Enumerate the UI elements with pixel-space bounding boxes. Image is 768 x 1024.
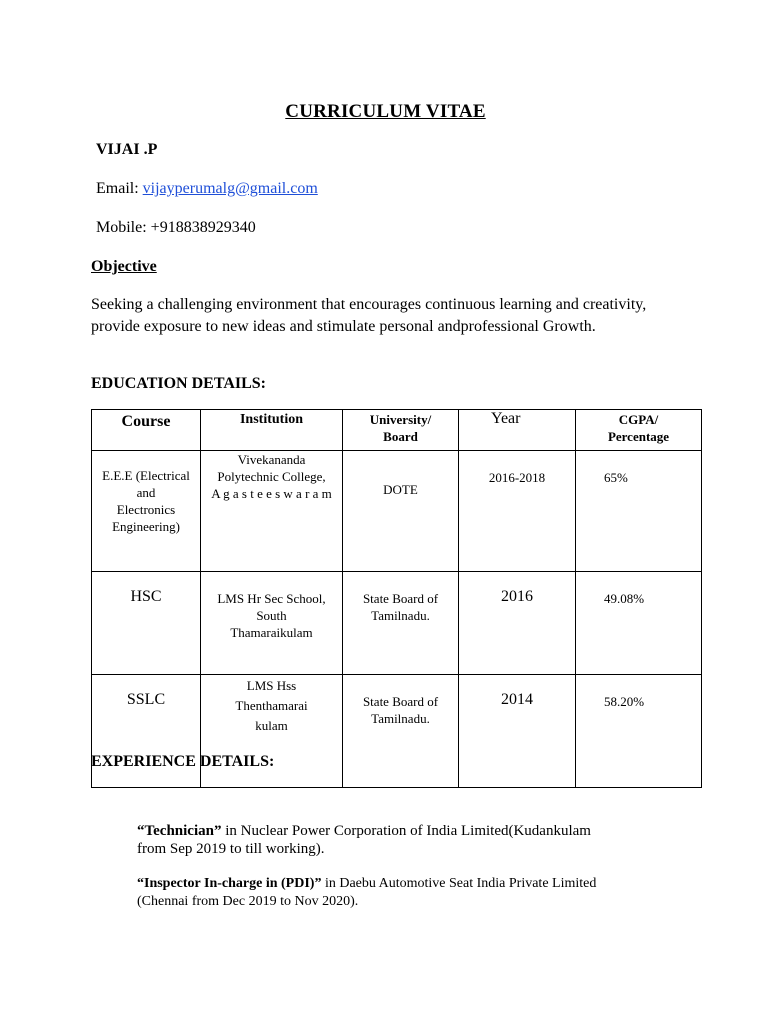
experience-heading: EXPERIENCE DETAILS: — [91, 753, 275, 770]
experience-role: “Technician” — [137, 823, 222, 839]
board-cell: State Board of Tamilnadu. — [343, 675, 459, 788]
board-cell: State Board of Tamilnadu. — [343, 572, 459, 675]
course-cell: HSC — [92, 572, 201, 675]
table-row — [92, 451, 702, 572]
cgpa-cell: 49.08% — [576, 572, 702, 675]
institution-cell: LMS Hr Sec School, South Thamaraikulam — [201, 572, 343, 675]
objective-text: Seeking a challenging environment that encourages continuous learning and creativity, provide exposure to new ideas and stimulate personal andprofessional Growth. — [91, 296, 647, 335]
email-line — [96, 180, 318, 198]
experience-item: “Technician” in Nuclear Power Corporation of India Limited(Kudankulam from Sep 2019 to till working). — [137, 823, 591, 857]
header-cgpa: CGPA/ Percentage — [576, 410, 702, 451]
email-label: Email: — [96, 180, 143, 197]
header-course: Course — [92, 410, 201, 451]
board-cell: DOTE — [343, 451, 459, 572]
education-header-row — [92, 410, 702, 451]
education-heading: EDUCATION DETAILS: — [91, 375, 266, 392]
year-cell: 2014 — [459, 675, 576, 788]
institution-cell: Vivekananda Polytechnic College, A g a s t e e s w a r a m — [201, 451, 343, 572]
cgpa-cell: 58.20% — [576, 675, 702, 788]
experience-role: “Inspector In-charge in (PDI)” — [137, 876, 322, 891]
course-cell: SSLC — [92, 675, 201, 788]
experience-item: “Inspector In-charge in (PDI)” in Daebu Automotive Seat India Private Limited (Chennai from Dec 2019 to Nov 2020). — [137, 876, 597, 909]
header-year: Year — [459, 410, 576, 451]
document-title: CURRICULUM VITAE — [285, 101, 486, 122]
candidate-name: VIJAI .P — [96, 141, 158, 158]
email-link[interactable]: vijayperumalg@gmail.com — [142, 180, 318, 197]
institution-cell: LMS Hss Thenthamarai kulam — [201, 675, 343, 788]
mobile-line: Mobile: +918838929340 — [96, 219, 256, 236]
year-cell: 2016-2018 — [459, 451, 576, 572]
table-row — [92, 572, 702, 675]
objective-heading: Objective — [91, 258, 157, 275]
education-table — [91, 409, 702, 788]
course-cell: E.E.E (Electrical and Electronics Engineering) — [92, 451, 201, 572]
header-institution: Institution — [201, 410, 343, 451]
cgpa-cell: 65% — [576, 451, 702, 572]
header-university: University/ Board — [343, 410, 459, 451]
year-cell: 2016 — [459, 572, 576, 675]
